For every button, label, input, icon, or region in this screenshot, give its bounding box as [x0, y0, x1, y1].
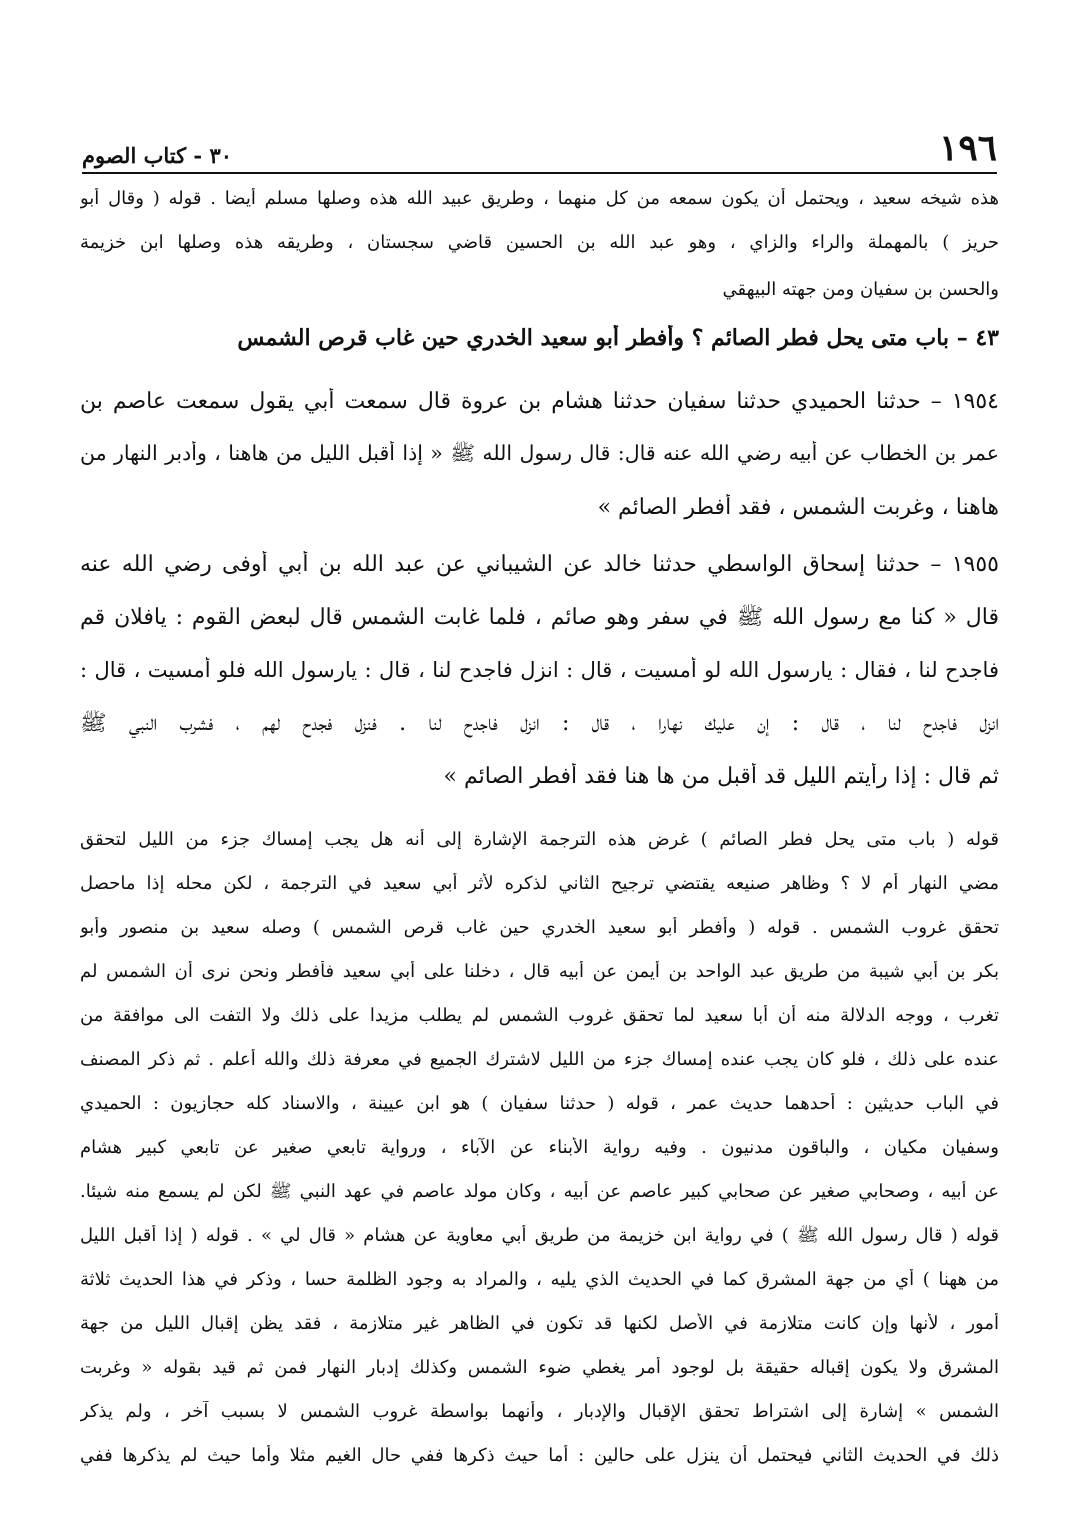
commentary-line: بكر بن أبي شيبة من طريق عبد الواحد بن أيمن عن أبيه قال ، دخلنا على أبي سعيد فأفطر ونحن نرى أن الشمس لم [80, 961, 999, 982]
text-line: حريز ) بالمهملة والراء والزاي ، وهو عبد الله بن الحسين قاضي سجستان ، وطريقه هذه وصلها ابن خزيمة [80, 232, 999, 253]
hadith-line: عمر بن الخطاب عن أبيه رضي الله عنه قال: قال رسول الله ﷺ « إذا أقبل الليل من هاهنا ، وأدبر النهار من [80, 441, 999, 465]
text-line: هذه شيخه سعيد ، ويحتمل أن يكون سمعه من كل منهما ، وطريق عبيد الله هذه وصلها مسلم أيضا . قوله ( وقال أبو [80, 188, 999, 209]
hadith-line: قال « كنا مع رسول الله ﷺ في سفر وهو صائم ، فلما غابت الشمس قال لبعض القوم : يافلان قم [80, 605, 999, 630]
page-header [82, 127, 997, 169]
hadith-line: فاجدح لنا ، فقال : يارسول الله لو أمسيت ، قال : انزل فاجدح لنا ، قال : يارسول الله فلو أمسيت ، قال : [80, 658, 999, 682]
text-line: والحسن بن سفيان ومن جهته البيهقي [722, 279, 999, 300]
commentary-line: قوله ( قال رسول الله ﷺ ) في رواية ابن خزيمة من طريق أبي معاوية عن هشام « قال لي » . قوله ( إذا أقبل الليل [80, 1225, 999, 1246]
commentary-line: تغرب ، ووجه الدلالة منه أن أبا سعيد لما تحقق غروب الشمس لم يطلب مزيدا على ذلك ولا التفت الى موافقة من [80, 1005, 999, 1026]
chapter-heading: ٤٣ – باب متى يحل فطر الصائم ؟ وأفطر أبو سعيد الخدري حين غاب قرص الشمس [237, 325, 999, 351]
hadith-line: انزل فاجدح لنا ، قال : إن عليك نهارا ، قال : انزل فاجدح لنا . فنزل فجدح لهم ، فشرب النبي ﷺ [80, 711, 999, 736]
header-divider [82, 172, 997, 174]
commentary-line: مضي النهار أم لا ؟ وظاهر صنيعه يقتضي ترجيح الثاني لذكره لأثر أبي سعيد في الترجمة ، لكن محله إذا ماحصل [80, 873, 999, 894]
commentary-line: الشمس » إشارة إلى اشتراط تحقق الإقبال والإدبار ، وأنهما بواسطة غروب الشمس لا بسبب آخر ، ولم يذكر [80, 1401, 999, 1422]
commentary-line: في الباب حديثين : أحدهما حديث عمر ، قوله ( حدثنا سفيان ) هو ابن عيينة ، والاسناد كله حجازيون : الحميدي [80, 1093, 999, 1114]
commentary-line: عنده على ذلك ، فلو كان يجب عنده إمساك جزء من الليل لاشترك الجميع في معرفة ذلك والله أعلم . ثم ذكر المصنف [80, 1049, 999, 1070]
commentary-line: تحقق غروب الشمس . قوله ( وأفطر أبو سعيد الخدري حين غاب قرص الشمس ) وصله سعيد بن منصور وأبو [80, 917, 999, 938]
page-number: ١٩٦ [938, 127, 997, 169]
commentary-line: وسفيان مكيان ، والباقون مدنيون . وفيه رواية الأبناء عن الآباء ، ورواية تابعي صغير عن تابعي كبير هشام [80, 1137, 999, 1158]
commentary-line: ذلك في الحديث الثاني فيحتمل أن ينزل على حالين : أما حيث ذكرها ففي حال الغيم مثلا وأما حيث لم يذكرها ففي [80, 1445, 999, 1466]
commentary-line: من ههنا ) أي من جهة المشرق كما في الحديث الذي يليه ، والمراد به وجود الظلمة حسا ، وذكر في هذا الحديث ثلاثة [80, 1269, 999, 1290]
commentary-line: أمور ، لأنها وإن كانت متلازمة في الأصل لكنها قد تكون في الظاهر غير متلازمة ، فقد يظن إقبال الليل من جهة [80, 1313, 999, 1334]
hadith-line: ١٩٥٥ – حدثنا إسحاق الواسطي حدثنا خالد عن الشيباني عن عبد الله بن أبي أوفى رضي الله عنه [80, 552, 999, 577]
commentary-line: المشرق ولا يكون إقباله حقيقة بل لوجود أمر يغطي ضوء الشمس وكذلك إدبار النهار فمن ثم قيد بقوله « وغربت [80, 1357, 999, 1378]
commentary-line: قوله ( باب متى يحل فطر الصائم ) غرض هذه الترجمة الإشارة إلى أنه هل يجب إمساك جزء من الليل لتحقق [80, 829, 999, 850]
hadith-line: هاهنا ، وغربت الشمس ، فقد أفطر الصائم » [597, 495, 999, 520]
hadith-line: ١٩٥٤ – حدثنا الحميدي حدثنا سفيان حدثنا هشام بن عروة قال سمعت أبي يقول سمعت عاصم بن [80, 389, 999, 414]
book-title: ٣٠ - كتاب الصوم [82, 143, 233, 168]
commentary-line: عن أبيه ، وصحابي صغير عن صحابي كبير عاصم عن أبيه ، وكان مولد عاصم في عهد النبي ﷺ لكن لم يسمع منه شيئا. [80, 1181, 999, 1202]
hadith-line: ثم قال : إذا رأيتم الليل قد أقبل من ها هنا فقد أفطر الصائم » [443, 764, 999, 789]
